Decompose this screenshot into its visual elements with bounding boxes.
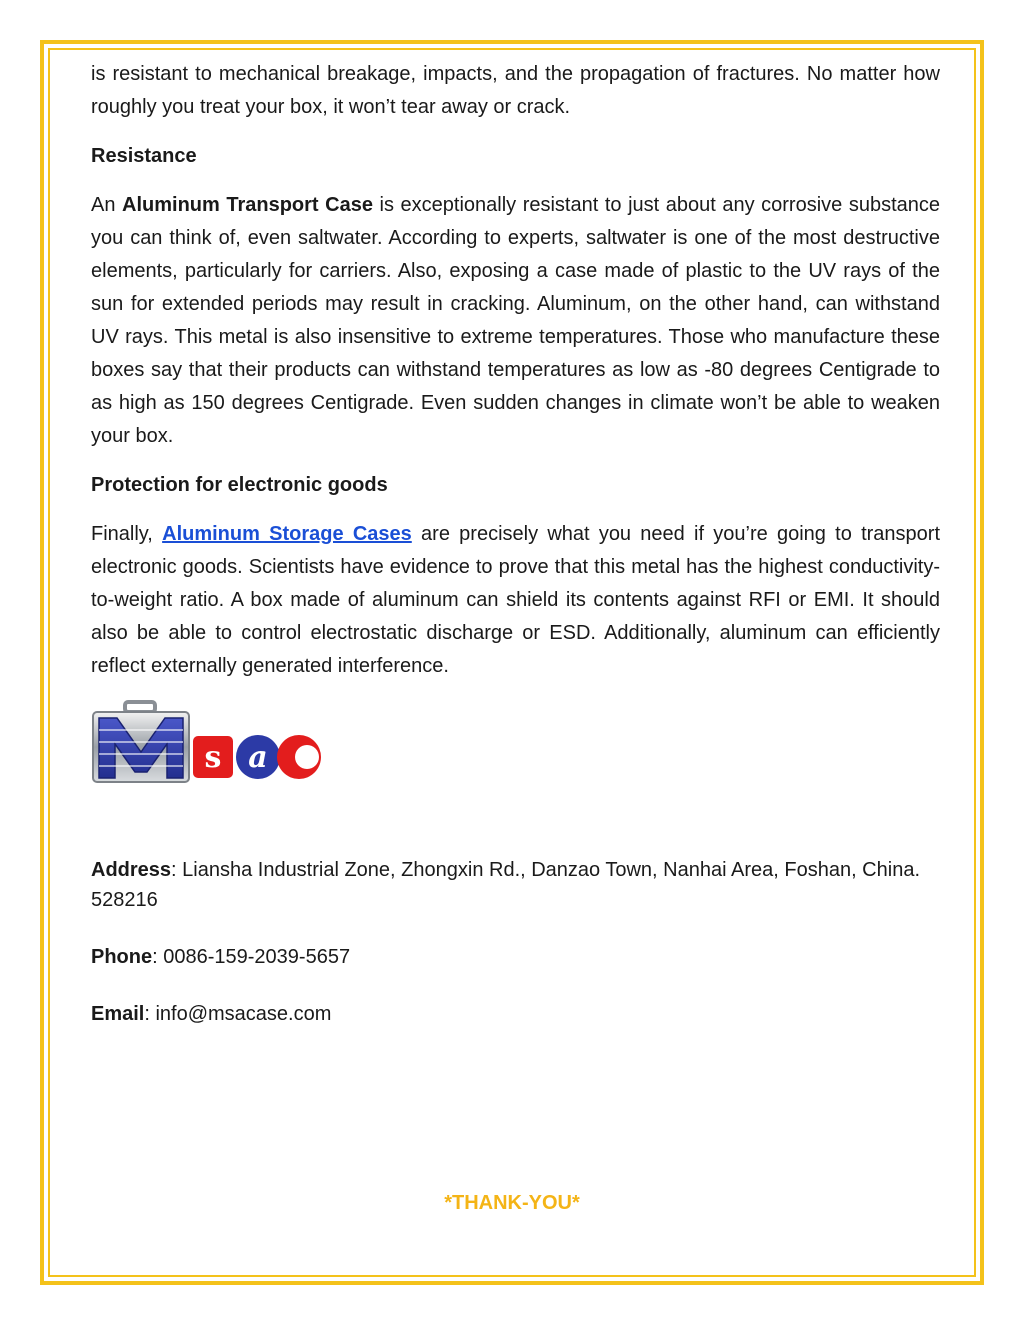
- phone-line: [91, 942, 940, 972]
- protection-body-text: are precisely what you need if you’re going to transport electronic goods. Scientists have evidence to prove that this metal has the highest conductivity-to-weight ratio. A box made of aluminum can shield its contents against RFI or EMI. It should also be able to control electrostatic discharge or ESD. Additionally, aluminum can efficiently reflect externally generated interference.: [91, 523, 940, 677]
- resistance-heading: Resistance: [91, 145, 197, 167]
- address-line: [91, 855, 940, 915]
- thank-you-footer: *THANK-YOU*: [444, 1192, 580, 1214]
- aluminum-storage-cases-link[interactable]: Aluminum Storage Cases: [162, 523, 412, 545]
- phone-label: Phone: [91, 946, 153, 968]
- address-label: Address: [91, 859, 172, 881]
- svg-text:a: a: [248, 740, 268, 775]
- aluminum-transport-case-term: Aluminum Transport Case: [122, 194, 373, 216]
- contact-block: [91, 855, 940, 1056]
- intro-paragraph: is resistant to mechanical breakage, impacts, and the propagation of fractures. No matter how roughly you treat your box, it won’t tear away or crack.: [91, 63, 940, 118]
- protection-paragraph: [91, 518, 940, 683]
- msac-logo-icon: [91, 700, 323, 786]
- email-label: Email: [91, 1003, 145, 1025]
- resistance-body-text: is exceptionally resistant to just about any corrosive substance you can think of, even saltwater. According to experts, saltwater is one of the most destructive elements, particularly for carriers. Also, exposing a case made of plastic to the UV rays of the sun for extended periods may result in cracking. Aluminum, on the other hand, can withstand UV rays. This metal is also insensitive to extreme temperatures. Those who manufacture these boxes say that their products can withstand temperatures as low as -80 degrees Centigrade to as high as 150 degrees Centigrade. Even sudden changes in climate won’t be able to weaken your box.: [91, 194, 941, 447]
- resistance-paragraph: [91, 189, 940, 453]
- protection-heading: Protection for electronic goods: [91, 474, 388, 496]
- email-line: [91, 999, 940, 1029]
- svg-text:s: s: [204, 740, 222, 775]
- address-value: : Liansha Industrial Zone, Zhongxin Rd., Danzao Town, Nanhai Area, Foshan, China. 528216: [91, 859, 920, 911]
- email-value[interactable]: : info@msacase.com: [144, 1003, 332, 1025]
- document-body: [91, 58, 940, 683]
- protection-lead-word: Finally,: [91, 523, 153, 545]
- phone-value: : 0086-159-2039-5657: [152, 946, 351, 968]
- resistance-lead-word: An: [91, 194, 116, 216]
